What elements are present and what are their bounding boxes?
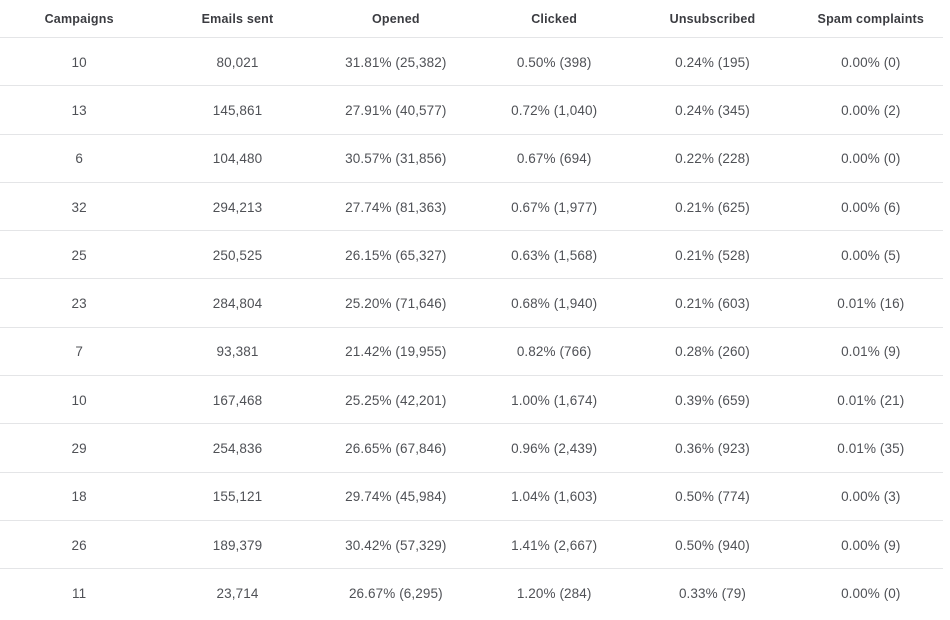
cell-opened: 30.57% (31,856) xyxy=(345,151,447,167)
cell-unsubscribed: 0.39% (659) xyxy=(675,392,750,408)
cell-emails-sent: 104,480 xyxy=(212,151,263,167)
cell-spam-complaints: 0.00% (6) xyxy=(841,199,901,215)
table-header-row xyxy=(0,0,950,38)
cell-opened: 21.42% (19,955) xyxy=(345,344,447,360)
column-header-unsubscribed: Unsubscribed xyxy=(669,12,756,26)
cell-spam-complaints: 0.01% (16) xyxy=(837,296,905,312)
cell-emails-sent: 23,714 xyxy=(216,585,259,601)
cell-unsubscribed: 0.50% (774) xyxy=(675,489,750,505)
table-row xyxy=(0,38,950,86)
cell-opened: 26.67% (6,295) xyxy=(348,585,443,601)
cell-unsubscribed: 0.21% (528) xyxy=(675,247,750,263)
cell-emails-sent: 254,836 xyxy=(212,441,263,457)
table-row xyxy=(0,376,950,424)
cell-unsubscribed: 0.21% (625) xyxy=(675,199,750,215)
cell-opened: 26.65% (67,846) xyxy=(345,441,447,457)
cell-opened: 27.74% (81,363) xyxy=(345,199,447,215)
cell-spam-complaints: 0.00% (0) xyxy=(841,151,901,167)
table-row xyxy=(0,521,950,569)
cell-unsubscribed: 0.50% (940) xyxy=(675,537,750,553)
table-row xyxy=(0,231,950,279)
cell-emails-sent: 250,525 xyxy=(212,247,263,263)
cell-spam-complaints: 0.00% (2) xyxy=(841,102,901,118)
cell-clicked: 0.67% (1,977) xyxy=(511,199,598,215)
cell-opened: 29.74% (45,984) xyxy=(345,489,447,505)
cell-campaigns: 29 xyxy=(71,441,87,457)
column-header-clicked: Clicked xyxy=(531,12,578,26)
cell-unsubscribed: 0.21% (603) xyxy=(675,296,750,312)
cell-campaigns: 23 xyxy=(71,296,87,312)
column-header-campaigns: Campaigns xyxy=(44,12,114,26)
cell-clicked: 0.67% (694) xyxy=(516,151,592,167)
cell-spam-complaints: 0.00% (5) xyxy=(841,247,901,263)
cell-unsubscribed: 0.28% (260) xyxy=(675,344,750,360)
table-body xyxy=(0,38,950,618)
cell-unsubscribed: 0.33% (79) xyxy=(678,585,746,601)
column-header-opened: Opened xyxy=(371,12,420,26)
cell-campaigns: 32 xyxy=(71,199,87,215)
cell-clicked: 1.41% (2,667) xyxy=(511,537,598,553)
table-row xyxy=(0,328,950,376)
cell-emails-sent: 80,021 xyxy=(216,54,259,70)
cell-campaigns: 7 xyxy=(75,344,83,360)
cell-clicked: 0.50% (398) xyxy=(516,54,592,70)
cell-spam-complaints: 0.00% (0) xyxy=(841,585,901,601)
cell-opened: 25.20% (71,646) xyxy=(345,296,447,312)
cell-campaigns: 25 xyxy=(71,247,87,263)
cell-clicked: 0.63% (1,568) xyxy=(511,247,598,263)
cell-emails-sent: 93,381 xyxy=(216,344,259,360)
cell-campaigns: 10 xyxy=(71,54,87,70)
cell-spam-complaints: 0.01% (9) xyxy=(841,344,901,360)
cell-clicked: 1.04% (1,603) xyxy=(511,489,598,505)
cell-spam-complaints: 0.01% (35) xyxy=(837,441,905,457)
cell-unsubscribed: 0.36% (923) xyxy=(675,441,750,457)
cell-clicked: 0.68% (1,940) xyxy=(511,296,598,312)
cell-emails-sent: 167,468 xyxy=(212,392,263,408)
table-row xyxy=(0,569,950,617)
cell-clicked: 0.72% (1,040) xyxy=(511,102,598,118)
table-row xyxy=(0,86,950,134)
cell-opened: 31.81% (25,382) xyxy=(345,54,447,70)
cell-campaigns: 26 xyxy=(71,537,87,553)
cell-spam-complaints: 0.00% (9) xyxy=(841,537,901,553)
cell-opened: 25.25% (42,201) xyxy=(345,392,447,408)
table-row xyxy=(0,279,950,327)
cell-unsubscribed: 0.24% (345) xyxy=(675,102,750,118)
cell-clicked: 1.00% (1,674) xyxy=(511,392,598,408)
cell-emails-sent: 284,804 xyxy=(212,296,263,312)
cell-opened: 26.15% (65,327) xyxy=(345,247,447,263)
column-header-emails-sent: Emails sent xyxy=(201,12,274,26)
cell-spam-complaints: 0.00% (3) xyxy=(841,489,901,505)
cell-clicked: 0.82% (766) xyxy=(516,344,592,360)
cell-campaigns: 10 xyxy=(71,392,87,408)
column-header-spam-complaints: Spam complaints xyxy=(817,12,925,26)
cell-spam-complaints: 0.00% (0) xyxy=(841,54,901,70)
cell-clicked: 0.96% (2,439) xyxy=(511,441,598,457)
cell-campaigns: 18 xyxy=(71,489,87,505)
cell-opened: 30.42% (57,329) xyxy=(345,537,447,553)
cell-opened: 27.91% (40,577) xyxy=(345,102,447,118)
table-row xyxy=(0,135,950,183)
cell-campaigns: 6 xyxy=(75,151,83,167)
cell-spam-complaints: 0.01% (21) xyxy=(837,392,905,408)
cell-clicked: 1.20% (284) xyxy=(516,585,592,601)
table-row xyxy=(0,424,950,472)
table-row xyxy=(0,473,950,521)
cell-emails-sent: 294,213 xyxy=(212,199,263,215)
cell-emails-sent: 189,379 xyxy=(212,537,263,553)
cell-campaigns: 13 xyxy=(71,102,87,118)
cell-emails-sent: 145,861 xyxy=(212,102,263,118)
table-row xyxy=(0,183,950,231)
cell-campaigns: 11 xyxy=(72,585,87,601)
cell-unsubscribed: 0.24% (195) xyxy=(675,54,750,70)
cell-unsubscribed: 0.22% (228) xyxy=(675,151,750,167)
cell-emails-sent: 155,121 xyxy=(212,489,263,505)
